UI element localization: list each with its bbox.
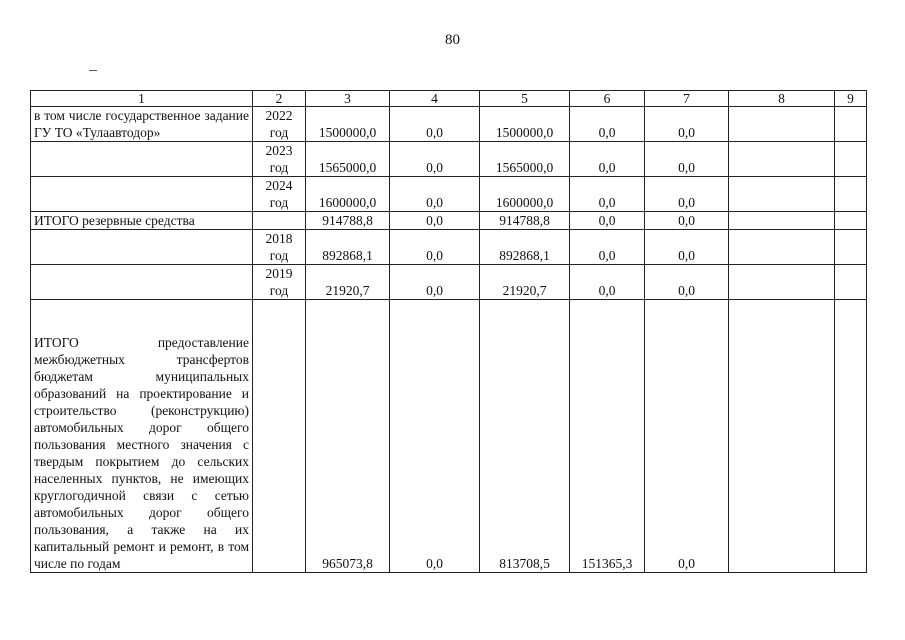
value-cell: 0,0: [390, 265, 480, 300]
year-value: 2018: [265, 231, 293, 246]
header-cell: 7: [645, 91, 729, 107]
value-cell: 914788,8: [306, 212, 390, 230]
value-cell: 1565000,0: [306, 142, 390, 177]
value-cell: 0,0: [570, 265, 645, 300]
table-row: [31, 230, 867, 265]
value-cell: 0,0: [570, 177, 645, 212]
scan-mark: [89, 70, 97, 71]
value-cell: [729, 177, 835, 212]
value-cell: 813708,5: [480, 300, 570, 573]
year-cell: [253, 107, 306, 142]
value-cell: [835, 265, 867, 300]
value-cell: 0,0: [645, 230, 729, 265]
value-cell: 0,0: [390, 177, 480, 212]
value-cell: [835, 300, 867, 573]
value-cell: 965073,8: [306, 300, 390, 573]
table-row: [31, 212, 867, 230]
value-cell: 0,0: [570, 142, 645, 177]
value-cell: [835, 107, 867, 142]
year-unit: год: [269, 283, 289, 298]
value-cell: 0,0: [390, 212, 480, 230]
row-label: [31, 265, 253, 300]
header-cell: 8: [729, 91, 835, 107]
row-label: [31, 177, 253, 212]
header-cell: 1: [31, 91, 253, 107]
value-cell: 0,0: [645, 142, 729, 177]
value-cell: [835, 142, 867, 177]
row-label: [31, 230, 253, 265]
value-cell: 0,0: [390, 300, 480, 573]
year-value: 2019: [265, 266, 293, 281]
value-cell: 0,0: [645, 177, 729, 212]
value-cell: [835, 230, 867, 265]
table-row: [31, 142, 867, 177]
value-cell: 0,0: [645, 212, 729, 230]
year-cell: [253, 212, 306, 230]
value-cell: [729, 265, 835, 300]
header-cell: 9: [835, 91, 867, 107]
value-cell: [729, 142, 835, 177]
value-cell: 0,0: [570, 212, 645, 230]
table-row: [31, 177, 867, 212]
value-cell: 0,0: [390, 107, 480, 142]
value-cell: 892868,1: [480, 230, 570, 265]
year-value: 2023: [265, 143, 293, 158]
table-row: [31, 300, 867, 573]
year-unit: год: [269, 160, 289, 175]
value-cell: 0,0: [645, 300, 729, 573]
row-label: ИТОГО резервные средства: [31, 212, 253, 230]
value-cell: 1600000,0: [480, 177, 570, 212]
budget-table: [30, 90, 867, 573]
value-cell: [729, 300, 835, 573]
row-label: в том числе государственное задание ГУ ТО «Тулаавтодор»: [31, 107, 253, 142]
year-cell: [253, 142, 306, 177]
header-cell: 3: [306, 91, 390, 107]
header-cell: 4: [390, 91, 480, 107]
value-cell: 914788,8: [480, 212, 570, 230]
year-value: 2024: [265, 178, 293, 193]
header-cell: 6: [570, 91, 645, 107]
value-cell: [729, 212, 835, 230]
value-cell: 21920,7: [480, 265, 570, 300]
page-number: 80: [445, 32, 460, 48]
value-cell: 1500000,0: [480, 107, 570, 142]
table-row: [31, 107, 867, 142]
value-cell: [729, 230, 835, 265]
value-cell: 1600000,0: [306, 177, 390, 212]
table-header-row: [31, 91, 867, 107]
year-cell: [253, 265, 306, 300]
year-cell: [253, 300, 306, 573]
header-cell: 5: [480, 91, 570, 107]
year-unit: год: [269, 195, 289, 210]
year-value: 2022: [265, 108, 293, 123]
value-cell: 0,0: [390, 142, 480, 177]
year-unit: год: [269, 248, 289, 263]
value-cell: 21920,7: [306, 265, 390, 300]
value-cell: 1565000,0: [480, 142, 570, 177]
header-cell: 2: [253, 91, 306, 107]
value-cell: 892868,1: [306, 230, 390, 265]
value-cell: 0,0: [570, 230, 645, 265]
value-cell: [729, 107, 835, 142]
table-row: [31, 265, 867, 300]
row-label: [31, 142, 253, 177]
value-cell: 0,0: [570, 107, 645, 142]
year-cell: [253, 230, 306, 265]
value-cell: 1500000,0: [306, 107, 390, 142]
value-cell: 151365,3: [570, 300, 645, 573]
year-unit: год: [269, 125, 289, 140]
value-cell: [835, 177, 867, 212]
row-label: ИТОГО предоставление межбюджетных трансфертов бюджетам муниципальных образований на проектирование и строительство (реконструкцию) автомобильных дорог общего пользования местного значения с твердым покрытием до сельских населенных пунктов, не имеющих круглогодичной связи с сетью автомобильных дорог общего пользования, а также на их капитальный ремонт и ремонт, в том числе по годам: [31, 300, 253, 573]
value-cell: 0,0: [390, 230, 480, 265]
value-cell: 0,0: [645, 107, 729, 142]
value-cell: 0,0: [645, 265, 729, 300]
value-cell: [835, 212, 867, 230]
year-cell: [253, 177, 306, 212]
